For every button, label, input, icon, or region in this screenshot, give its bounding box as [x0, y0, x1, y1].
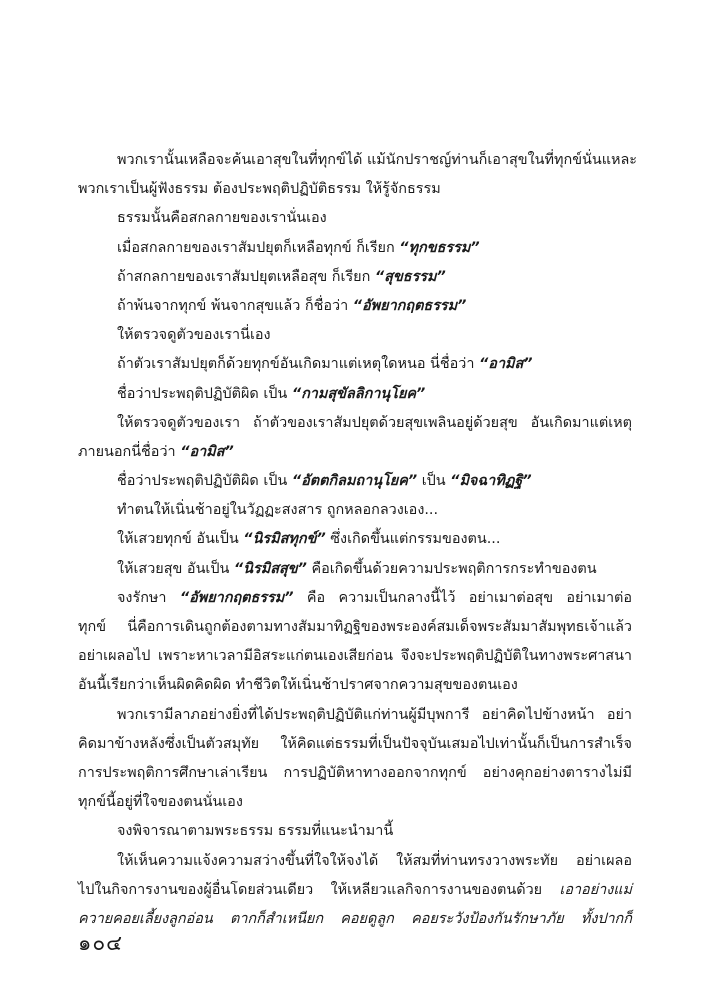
text-line	[78, 321, 632, 350]
text-line	[78, 234, 632, 263]
italic-text: เอาอย่างแม่	[559, 881, 632, 898]
text-segment: เมื่อสกลกายของเราสัมปยุตก็เหลือทุกข์ ก็เรียก	[117, 239, 400, 256]
text-line	[78, 613, 632, 642]
text-segment: ถ้าตัวเราสัมปยุตก็ด้วยทุกข์อันเกิดมาแต่เหตุใดหนอ นี่ชื่อว่า	[117, 356, 480, 373]
text-line	[78, 146, 638, 175]
text-segment: พวกเรานั้นเหลือจะค้นเอาสุขในที่ทุกข์ได้ แม้นักปราชญ์ท่านก็เอาสุขในที่ทุกข์นั่นแหละ	[117, 152, 638, 168]
emphasized-term: “อัตตกิลมถานุโยค”	[291, 473, 418, 490]
text-line	[78, 467, 632, 496]
italic-text: ควายคอยเลี้ยงลูกอ่อน ตากก็สำเหนียก คอยดูลูก คอยระวังป้องกันรักษาภัย ทั้งปากก็	[78, 910, 632, 927]
text-line	[78, 847, 632, 876]
text-segment: ซึ่งเกิดขึ้นแต่กรรมของตน...	[325, 531, 501, 548]
text-segment: ให้เสวยสุข อันเป็น	[117, 560, 234, 577]
text-line	[78, 730, 632, 759]
text-line	[78, 671, 632, 700]
emphasized-term: “อัพยากฤตธรรม”	[352, 297, 467, 314]
text-line	[78, 701, 632, 730]
text-segment: อย่าเผลอไป เพราะหาเวลามีอิสระแก่ตนเองเสียก่อน จึงจะประพฤติปฏิบัติในทางพระศาสนา	[78, 648, 632, 665]
text-line	[78, 292, 632, 321]
text-segment: ทุกข์ นี่คือการเดินถูกต้องตามทางสัมมาทิฏฐิของพระองค์สมเด็จพระสัมมาสัมพุทธเจ้าแล้ว	[78, 619, 632, 635]
emphasized-term: “อัพยากฤตธรรม”	[179, 589, 294, 606]
emphasized-term: “นิรมิสสุข”	[233, 560, 307, 577]
text-segment: ถ้าสกลกายของเราสัมปยุตเหลือสุข ก็เรียก	[117, 268, 375, 285]
text-line	[78, 438, 632, 467]
text-line	[78, 555, 632, 584]
text-segment: คือเกิดขึ้นด้วยความประพฤติการกระทำของตน	[306, 560, 597, 577]
text-segment: ชื่อว่าประพฤติปฏิบัติผิด เป็น	[117, 473, 292, 490]
text-segment: ธรรมนั้นคือสกลกายของเรานั่นเอง	[117, 210, 327, 227]
emphasized-term: “สุขธรรม”	[374, 268, 446, 285]
text-line	[78, 759, 632, 788]
page-number: ๑๐๔	[78, 931, 124, 955]
text-segment: ให้เสวยทุกข์ อันเป็น	[117, 531, 244, 548]
text-line	[78, 263, 632, 292]
text-segment: การประพฤติการศึกษาเล่าเรียน การปฏิบัติหาทางออกจากทุกข์ อย่างคุกอย่างตารางไม่มี	[78, 764, 632, 781]
text-line	[78, 204, 632, 233]
emphasized-term: “อามิส”	[180, 443, 234, 460]
emphasized-term: “มิจฉาทิฏฐิ”	[450, 473, 532, 490]
text-line	[78, 876, 632, 905]
text-line	[78, 584, 632, 613]
text-segment: จงพิจารณาตามพระธรรม ธรรมที่แนะนำมานี้	[117, 823, 394, 840]
text-segment: ถ้าพ้นจากทุกข์ พ้นจากสุขแล้ว ก็ชื่อว่า	[117, 297, 353, 314]
text-segment: เป็น	[417, 473, 451, 490]
text-segment: ทุกข์นี้อยู่ที่ใจของตนนั่นเอง	[78, 794, 243, 811]
text-segment: พวกเราเป็นผู้ฟังธรรม ต้องประพฤติปฏิบัติธรรม ให้รู้จักธรรม	[78, 181, 441, 198]
text-line	[78, 905, 632, 934]
emphasized-term: “กามสุขัลลิกานุโยค”	[291, 385, 426, 402]
text-line	[78, 175, 632, 204]
emphasized-term: “อามิส”	[479, 356, 533, 373]
text-line	[78, 496, 632, 525]
text-segment: ให้ตรวจดูตัวของเรา ถ้าตัวของเราสัมปยุตด้วยสุขเพลินอยู่ด้วยสุข อันเกิดมาแต่เหตุ	[117, 414, 632, 431]
text-segment: ภายนอกนี่ชื่อว่า	[78, 443, 181, 460]
text-line	[78, 642, 632, 671]
text-segment: ทำตนให้เนิ่นช้าอยู่ในวัฏฏะสงสาร ถูกหลอกลวงเอง...	[117, 502, 439, 519]
text-segment: อันนี้เรียกว่าเห็นผิดคิดผิด ทำชีวิตให้เนิ่นช้าปราศจากความสุขของตนเอง	[78, 677, 518, 694]
text-segment: คือ ความเป็นกลางนี้ไว้ อย่าเมาต่อสุข อย่าเมาต่อ	[293, 589, 633, 606]
text-line	[78, 350, 632, 379]
text-segment: ให้ตรวจดูตัวของเรานี่เอง	[117, 327, 271, 344]
emphasized-term: “นิรมิสทุกข์”	[243, 531, 326, 548]
text-line	[78, 380, 632, 409]
emphasized-term: “ทุกขธรรม”	[399, 239, 480, 256]
text-line	[78, 817, 632, 846]
text-segment: คิดมาข้างหลังซึ่งเป็นตัวสมุทัย ให้คิดแต่ธรรมที่เป็นปัจจุบันเสมอไปเท่านั้นก็เป็นการสำเร็จ	[78, 735, 632, 752]
text-segment: ชื่อว่าประพฤติปฏิบัติผิด เป็น	[117, 385, 292, 402]
text-segment: พวกเรามีลาภอย่างยิ่งที่ได้ประพฤติปฏิบัติแก่ท่านผู้มีบุพการี อย่าคิดไปข้างหน้า อย่า	[117, 706, 632, 723]
text-segment: ให้เห็นความแจ้งความสว่างขึ้นที่ใจให้จงได้ ให้สมที่ท่านทรงวางพระทัย อย่าเผลอ	[117, 852, 632, 869]
text-segment: ไปในกิจการงานของผู้อื่นโดยส่วนเดียว ให้เหลียวแลกิจการงานของตนด้วย	[78, 881, 560, 898]
text-line	[78, 788, 632, 817]
text-segment: จงรักษา	[117, 589, 180, 606]
text-line	[78, 409, 632, 438]
body-text	[78, 146, 638, 934]
text-line	[78, 525, 632, 554]
